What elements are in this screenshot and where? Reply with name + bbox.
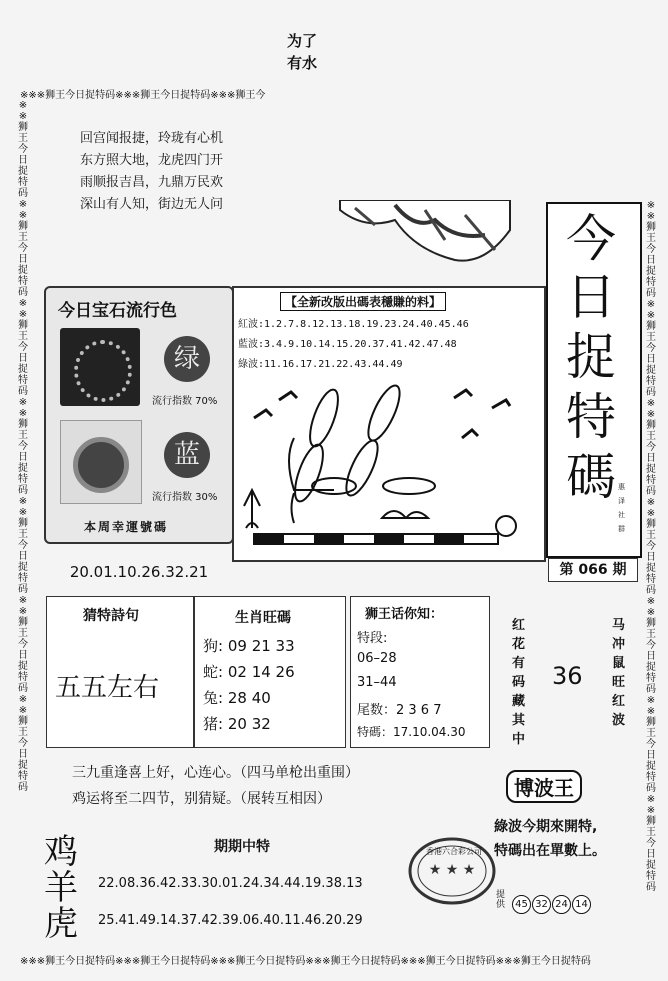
zodiac-row: 兔: 28 40 <box>203 689 271 707</box>
title-char: 今 <box>566 210 616 268</box>
header-line-1: 为了 <box>287 32 318 50</box>
provide-label: 提供 <box>496 890 506 910</box>
animal-char: 鸡 <box>44 832 78 872</box>
lion-line: 特段: <box>357 631 388 646</box>
green-wave: 綠波:11.16.17.21.22.43.44.49 <box>238 359 403 370</box>
number-ball: 24 <box>552 895 571 914</box>
guess-poem-panel <box>46 596 194 748</box>
bowang-line-1: 綠波今期來開特, <box>494 819 598 835</box>
blue-circle: 蓝 <box>164 432 210 478</box>
poem-line: 深山有人知，街边无人问 <box>80 197 224 212</box>
lion-line: 31–44 <box>357 675 397 690</box>
issue-number: 第 066 期 <box>548 558 638 582</box>
zodiac-row: 猪: 20 32 <box>203 715 271 733</box>
bottom-numbers-row-1: 22.08.36.42.33.30.01.24.34.44.19.38.13 <box>98 876 363 891</box>
green-circle: 绿 <box>164 336 210 382</box>
lucky-numbers: 20.01.10.26.32.21 <box>69 563 209 581</box>
gem-image-1 <box>60 328 140 406</box>
red-wave: 紅波:1.2.7.8.12.13.18.19.23.24.40.45.46 <box>238 319 469 330</box>
bottom-animals <box>44 834 78 942</box>
lion-line: 06–28 <box>357 651 397 666</box>
blue-wave: 藍波:3.4.9.10.14.15.20.37.41.42.47.48 <box>238 339 457 350</box>
red-flower-number: 36 <box>552 662 583 690</box>
publisher-label: 惠 泽 社 群 <box>618 483 625 533</box>
left-border-text: ※※狮王今日捉特码※※狮王今日捉特码※※狮王今日捉特码※※狮王今日捉特码※※狮王今日捉特码※※狮王今日捉特码※※狮王今日捉特码 <box>18 100 28 793</box>
zodiac-row: 蛇: 02 14 26 <box>203 663 295 681</box>
poem-line: 东方照大地，龙虎四门开 <box>80 153 224 168</box>
gem-panel <box>44 286 234 544</box>
blue-index: 流行指数 30% <box>152 492 218 503</box>
title-panel <box>546 202 642 558</box>
zodiac-panel <box>194 596 346 748</box>
red-flower-panel <box>494 596 638 746</box>
title-char: 特 <box>566 388 616 446</box>
header-line-2: 有水 <box>287 54 318 72</box>
verse-line-2: 鸡运将至二四节，别猜疑。（展转互相因） <box>72 791 331 807</box>
poem-line: 雨顺报吉昌，九鼎万民欢 <box>80 175 224 190</box>
verse-line-1: 三九重逢喜上好，心连心。（四马单枪出重围） <box>72 765 359 781</box>
number-ball: 32 <box>532 895 551 914</box>
guess-poem-text: 五五左右 <box>55 673 160 703</box>
title-char: 日 <box>566 268 616 326</box>
animal-char: 虎 <box>44 904 78 944</box>
title-char: 碼 <box>566 448 616 506</box>
title-char: 捉 <box>566 328 616 386</box>
number-ball: 45 <box>512 895 531 914</box>
lion-line: 特碼：17.10.04.30 <box>357 725 466 739</box>
bowang-title: 博波王 <box>506 770 582 803</box>
animal-char: 羊 <box>44 868 78 908</box>
gem-image-2 <box>60 420 142 504</box>
opening-poem <box>80 128 223 216</box>
green-index: 流行指数 70% <box>152 396 218 407</box>
lion-illustration <box>335 200 515 280</box>
svg-text:★ ★ ★: ★ ★ ★ <box>428 862 476 878</box>
red-flower-left: 红 花 有 码 藏 其 中 <box>512 618 526 747</box>
red-flower-right: 马 冲 鼠 旺 红 波 <box>612 618 626 728</box>
bowang-panel <box>484 752 640 872</box>
bottom-title: 期期中特 <box>214 839 270 855</box>
stamp-text: 香港六合彩公司 <box>426 847 482 856</box>
bowang-line-2: 特碼出在單數上。 <box>494 843 606 859</box>
guess-poem-title: 猜特詩句 <box>83 608 139 624</box>
zodiac-row: 狗: 09 21 33 <box>203 637 295 655</box>
right-border-text: ※※狮王今日捉特码※※狮王今日捉特码※※狮王今日捉特码※※狮王今日捉特码※※狮王今日捉特码※※狮王今日捉特码※※狮王今日捉特码 <box>646 200 656 893</box>
lucky-title: 本周幸運號碼 <box>84 520 169 534</box>
gem-title: 今日宝石流行色 <box>58 301 177 321</box>
lion-line: 尾数：2 3 6 7 <box>357 703 442 718</box>
bowang-balls <box>512 892 592 914</box>
zodiac-title: 生肖旺碼 <box>235 610 291 626</box>
lion-title: 狮王话你知： <box>365 607 444 622</box>
number-ball: 14 <box>572 895 591 914</box>
waves-title: 【全新改版出碼表穩賺的料】 <box>280 292 446 311</box>
lion-panel <box>350 596 490 748</box>
poem-line: 回宫闻报捷，玲珑有心机 <box>80 131 224 146</box>
bottom-numbers-row-2: 25.41.49.14.37.42.39.06.40.11.46.20.29 <box>98 913 363 928</box>
bottom-border-text: ※※※狮王今日捉特码※※※狮王今日捉特码※※※狮王今日捉特码※※※狮王今日捉特码※※※狮王今日捉特码※※※狮王今日捉特码 <box>20 956 591 967</box>
waves-panel <box>232 286 546 562</box>
top-border-text: ※※※狮王今日捉特码※※※狮王今日捉特码※※※狮王今 <box>20 90 266 101</box>
riddle-drawing <box>234 378 540 556</box>
